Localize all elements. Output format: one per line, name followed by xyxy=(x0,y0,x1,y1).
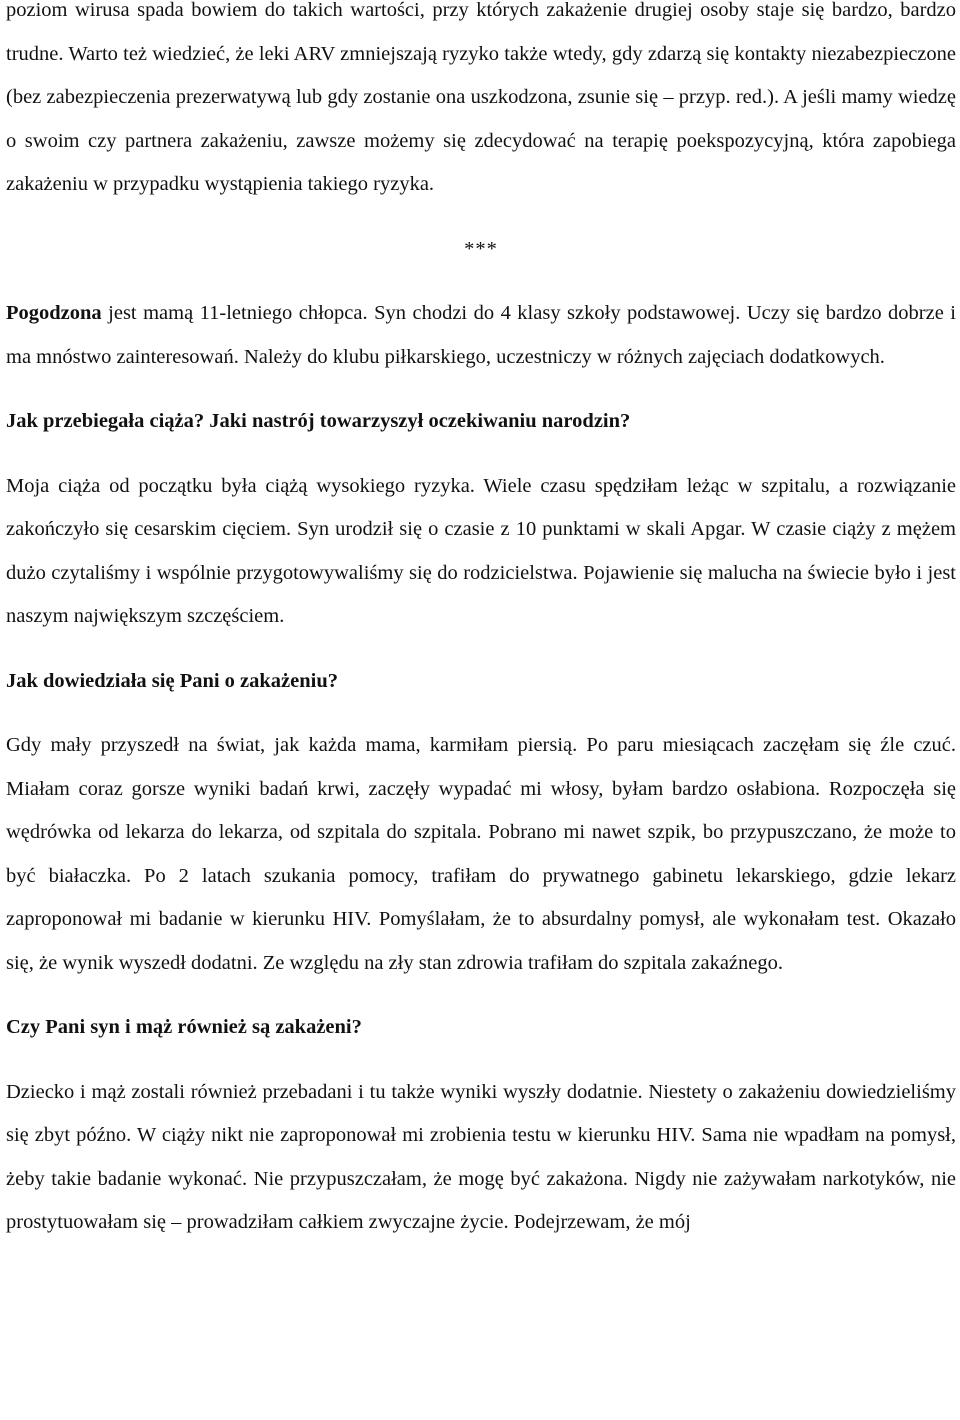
document-page xyxy=(6,0,956,1245)
profile-name: Pogodzona xyxy=(6,302,102,324)
section-separator: *** xyxy=(464,237,498,260)
intro-paragraph: poziom wirusa spada bowiem do takich wartości, przy których zakażenie drugiej osoby staje się bardzo, bardzo trudne. Warto też wiedzieć, że leki ARV zmniejszają ryzyko także wtedy, gdy zdarzą się kontakty niezabezpieczone (bez zabezpieczenia prezerwatywą lub gdy zostanie ona uszkodzona, zsunie się – przyp. red.). A jeśli mamy wiedzę o swoim czy partnera zakażeniu, zawsze możemy się zdecydować na terapię poekspozycyjną, która zapobiega zakażeniu w przypadku wystąpienia takiego ryzyka. xyxy=(6,0,956,195)
profile-paragraph xyxy=(6,292,956,379)
answer-pregnancy: Moja ciąża od początku była ciążą wysokiego ryzyka. Wiele czasu spędziłam leżąc w szpitalu, a rozwiązanie zakończyło się cesarskim cięciem. Syn urodził się o czasie z 10 punktami w skali Apgar. W czasie ciąży z mężem dużo czytaliśmy i wspólnie przygotowywaliśmy się do rodzicielstwa. Pojawienie się malucha na świecie było i jest naszym największym szczęściem. xyxy=(6,474,956,627)
profile-text: jest mamą 11-letniego chłopca. Syn chodzi do 4 klasy szkoły podstawowej. Uczy się bardzo dobrze i ma mnóstwo zainteresowań. Należy do klubu piłkarskiego, uczestniczy w różnych zajęciach dodatkowych. xyxy=(6,302,956,368)
question-pregnancy: Jak przebiegała ciąża? Jaki nastrój towarzyszył oczekiwaniu narodzin? xyxy=(6,410,631,432)
answer-diagnosis: Gdy mały przyszedł na świat, jak każda mama, karmiłam piersią. Po paru miesiącach zaczęłam się źle czuć. Miałam coraz gorsze wyniki badań krwi, zaczęły wypadać mi włosy, byłam bardzo osłabiona. Rozpoczęła się wędrówka od lekarza do lekarza, od szpitala do szpitala. Pobrano mi nawet szpik, bo przypuszczano, że może to być białaczka. Po 2 latach szukania pomocy, trafiłam do prywatnego gabinetu lekarskiego, gdzie lekarz zaproponował mi badanie w kierunku HIV. Pomyślałam, że to absurdalny pomysł, ale wykonałam test. Okazało się, że wynik wyszedł dodatni. Ze względu na zły stan zdrowia trafiłam do szpitala zakaźnego. xyxy=(6,734,956,974)
question-diagnosis: Jak dowiedziała się Pani o zakażeniu? xyxy=(6,669,339,692)
answer-family: Dziecko i mąż zostali również przebadani i tu także wyniki wyszły dodatnie. Niestety o zakażeniu dowiedzieliśmy się zbyt późno. W ciąży nikt nie zaproponował mi zrobienia testu w kierunku HIV. Sama nie wpadłam na pomysł, żeby takie badanie wykonać. Nie przypuszczałam, że mogę być zakażona. Nigdy nie zażywałam narkotyków, nie prostytuowałam się – prowadziłam całkiem zwyczajne życie. Podejrzewam, że mój xyxy=(6,1080,956,1233)
question-family: Czy Pani syn i mąż również są zakażeni? xyxy=(6,1016,362,1038)
